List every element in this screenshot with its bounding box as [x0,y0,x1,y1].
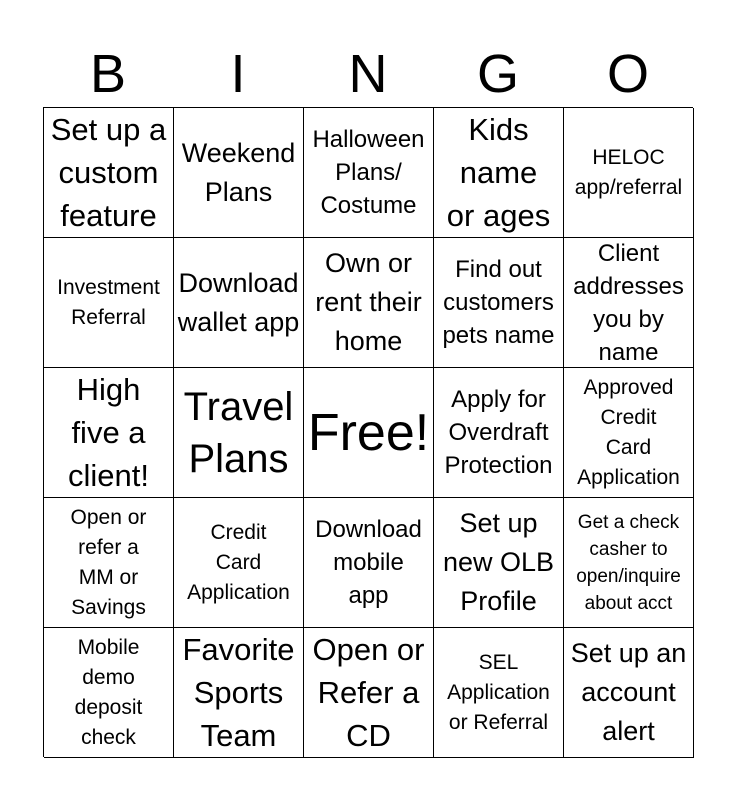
bingo-cell-r2-c4[interactable] [434,238,564,368]
header-letter-i: I [230,44,246,104]
bingo-cell-r1-c5[interactable] [564,108,694,238]
cell-text: High five a client! [68,372,149,493]
bingo-cell-r4-c2[interactable] [174,498,304,628]
cell-text: Download mobile app [315,516,422,609]
cell-text: Apply for Overdraft Protection [444,386,553,479]
cell-text: Set up an account alert [570,638,687,746]
cell-text: Set up a custom feature [50,112,167,233]
cell-text: Get a check casher to open/inquire about acct [576,511,681,614]
bingo-cell-r3-c5[interactable] [564,368,694,498]
cell-text: HELOC app/referral [574,145,683,199]
cell-text: Open or refer a MM or Savings [70,505,147,619]
bingo-cell-r5-c4[interactable] [434,628,564,758]
cell-text: Favorite Sports Team [182,632,295,753]
bingo-cell-free[interactable] [304,368,434,498]
header-letter-b: B [89,44,127,104]
bingo-board [43,107,693,757]
bingo-cell-r4-c5[interactable] [564,498,694,628]
cell-text: Mobile demo deposit check [74,635,143,749]
bingo-cell-r5-c1[interactable] [44,628,174,758]
cell-text: Download wallet app [177,267,300,337]
cell-text: SEL Application or Referral [447,650,550,734]
bingo-header [43,40,693,108]
bingo-cell-r1-c4[interactable] [434,108,564,238]
bingo-cell-r2-c3[interactable] [304,238,434,368]
bingo-cell-r1-c2[interactable] [174,108,304,238]
free-space-label: Free! [307,403,430,462]
bingo-cell-r2-c2[interactable] [174,238,304,368]
cell-text: Set up new OLB Profile [442,508,555,616]
bingo-cell-r5-c3[interactable] [304,628,434,758]
cell-text: Travel Plans [183,384,294,481]
bingo-cell-r4-c3[interactable] [304,498,434,628]
cell-text: Approved Credit Card Application [577,375,680,489]
cell-text: Halloween Plans/ Costume [312,126,425,219]
cell-text: Credit Card Application [187,520,290,604]
bingo-cell-r2-c5[interactable] [564,238,694,368]
bingo-cell-r2-c1[interactable] [44,238,174,368]
cell-text: Find out customers pets name [442,256,555,349]
cell-text: Client addresses you by name [573,239,684,366]
cell-text: Open or Refer a CD [312,632,425,753]
bingo-cell-r4-c4[interactable] [434,498,564,628]
bingo-cell-r5-c2[interactable] [174,628,304,758]
bingo-cell-r3-c4[interactable] [434,368,564,498]
bingo-cell-r1-c3[interactable] [304,108,434,238]
header-letter-n: N [348,44,388,104]
bingo-cell-r3-c2[interactable] [174,368,304,498]
bingo-cell-r3-c1[interactable] [44,368,174,498]
bingo-cell-r4-c1[interactable] [44,498,174,628]
bingo-cell-r1-c1[interactable] [44,108,174,238]
cell-text: Kids name or ages [446,112,551,233]
bingo-cell-r5-c5[interactable] [564,628,694,758]
cell-text: Investment Referral [57,275,160,329]
cell-text: Own or rent their home [315,248,422,356]
header-letter-g: G [476,44,519,104]
cell-text: Weekend Plans [181,137,296,207]
header-letter-o: O [606,44,649,104]
